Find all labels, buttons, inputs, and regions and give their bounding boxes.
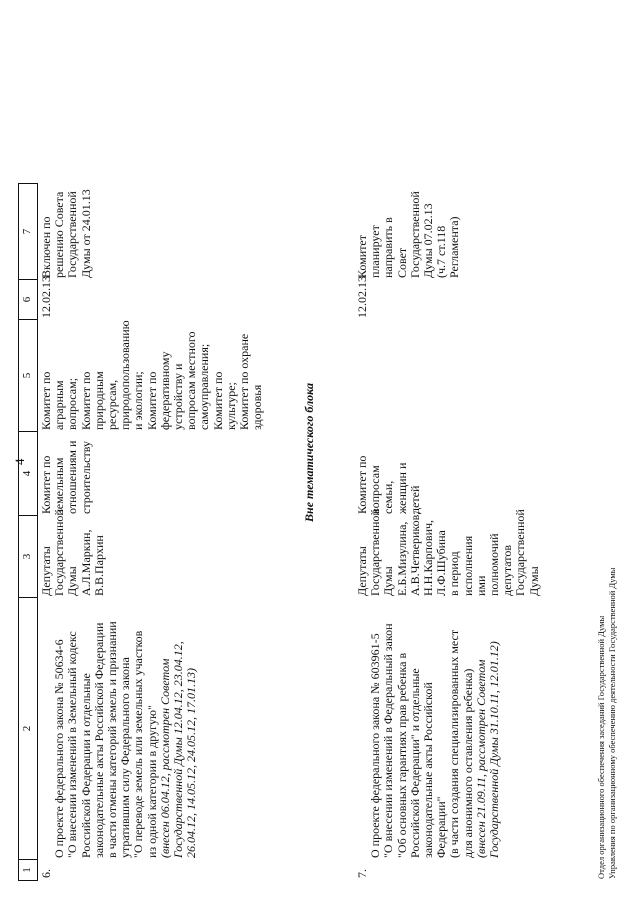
footer-line-2: Управления по организационному обеспечению деятельности Государственной Думы [606,567,617,879]
column-header-7: 7 [19,184,37,280]
bill-history-note: (внесен 06.04.12, рассмотрен Советом Государственной Думы 12.04.12, 23.04.12, 26.04.12, 14.05.12, 24.05.12, 17.01.13) [157,641,199,858]
table-header [18,183,38,881]
co-executing-committees [356,321,541,433]
section-block-title: Вне тематического блока [302,383,316,522]
bill-authors: Депутаты Государственной Думы А.Л.Маркин, В.В.Пархин [39,509,106,596]
row-number: 7. [355,869,369,878]
responsible-committee: Комитет по земельным отношениям и строительству [39,440,93,514]
row-number: 6. [39,869,53,878]
table-row-7 [356,185,541,881]
column-header-4: 4 [19,432,37,516]
bill-status: Включен по решению Совета Государственной Думы от 24.01.13 [39,189,93,278]
responsible-committee: Комитет по вопросам семьи, женщин и детей [355,455,422,514]
footer-line-1: Отдел организационного обеспечения заседаний Государственной Думы [596,615,606,879]
review-date: 12.02.13 [355,276,369,318]
table-row-6 [40,185,264,881]
bill-authors: Депутаты Государственной Думы Е.Б.Мизулина, А.В.Четвериков; Н.Н.Карпович, Л.Ф.Шубина в период исполнения ими полномочий депутатов Государственной Думы [355,509,541,596]
review-date: 12.02.13 [39,276,53,318]
column-header-1: 1 [21,867,33,873]
page-footer [596,568,617,879]
column-header-5: 5 [19,320,37,432]
column-header-6: 6 [19,280,37,320]
bill-title: О проекте федерального закона № 50634-6 "О внесении изменений в Земельный кодекс Российской Федерации и отдельные законодательные акты Российской Федерации в части отмены категорий земель и признании утратившим силу Федерального закона "О переводе земель или земельных участков из одной категории в другую" [52,621,159,858]
bill-history-note: (внесен 21.09.11, рассмотрен Советом Государственной Думы 31.10.11, 12.01.12) [473,641,502,858]
column-header-3: 3 [19,516,37,598]
bill-description-cell [40,599,264,861]
column-header-2: 2 [19,598,37,860]
page-number: 4 [12,458,27,465]
bill-title: О проекте федерального закона № 603961-5 "О внесении изменений в Федеральный закон "Об основных гарантиях прав ребенка в Российской Федерации" и отдельные законодательные акты Российской Федерации" (в части создания специализированных мест для анонимного оставления ребенка) [368,623,475,858]
bill-description-cell [356,599,541,861]
co-executing-committees: Комитет по аграрным вопросам; Комитет по природным ресурсам, природопользованию и экологии; Комитет по федеративному устройству и вопросам местного самоуправления; Комитет по культуре; Комитет по охране здоровья [39,320,265,430]
bill-status: Комитет планирует направить в Совет Государственной Думы 07.02.13 (ч.7 ст.118 Регламента) [355,191,462,278]
